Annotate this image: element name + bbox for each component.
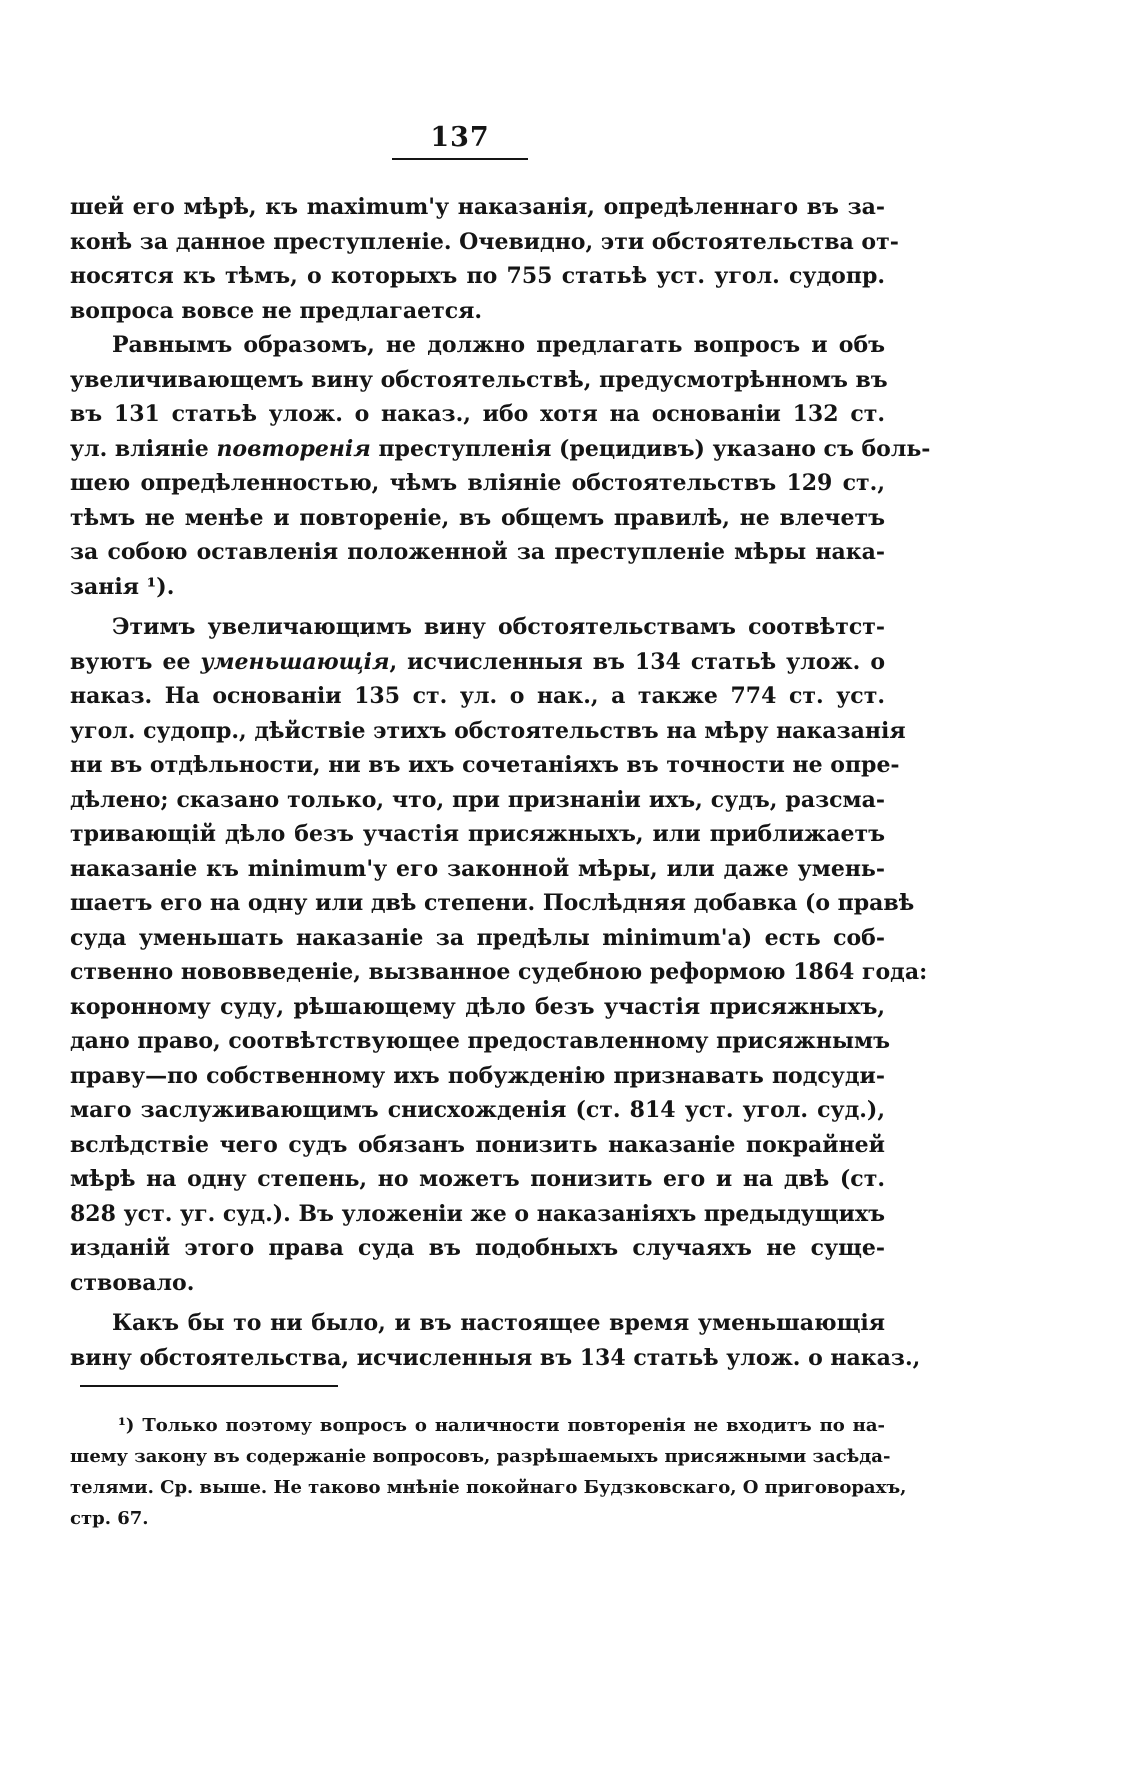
- text-line: ствовало.: [70, 1269, 195, 1296]
- text-line: угол. судопр., дѣйствіе этихъ обстоятельствъ на мѣру наказанія: [70, 717, 906, 744]
- text-line: ни въ отдѣльности, ни въ ихъ сочетаніяхъ въ точности не опре-: [70, 752, 900, 778]
- text-line: дѣлено; сказано только, что, при признаніи ихъ, судъ, разсма-: [70, 786, 885, 813]
- paragraph-1: [70, 190, 899, 328]
- text-line: маго заслуживающимъ снисхожденія (ст. 814 уст. угол. суд.),: [70, 1097, 885, 1123]
- text-line: вуютъ ее уменьшающія, исчисленныя въ 134 статьѣ улож. о: [70, 648, 885, 675]
- text-line: увеличивающемъ вину обстоятельствѣ, предусмотрѣнномъ въ: [70, 366, 888, 393]
- paragraph-3: [70, 610, 928, 1300]
- footnote-line: стр. 67.: [70, 1508, 149, 1529]
- text-line: наказ. На основаніи 135 ст. ул. о нак., а также 774 ст. уст.: [70, 683, 885, 709]
- text-line: конѣ за данное преступленіе. Очевидно, эти обстоятельства от-: [70, 228, 899, 255]
- text-line: тривающій дѣло безъ участія присяжныхъ, или приближаетъ: [70, 821, 885, 847]
- paragraph-4: [70, 1306, 921, 1375]
- footnote-line: шему закону въ содержаніе вопросовъ, разрѣшаемыхъ присяжными засѣда-: [70, 1446, 891, 1467]
- page-number-rule: [392, 158, 528, 160]
- text-line: за собою оставленія положенной за преступленіе мѣры нака-: [70, 539, 885, 565]
- text-line: Какъ бы то ни было, и въ настоящее время уменьшающія: [112, 1310, 885, 1336]
- footnote-rule: [80, 1385, 338, 1387]
- text-line: Равнымъ образомъ, не должно предлагать вопросъ и объ: [112, 332, 885, 358]
- text-line: мѣрѣ на одну степень, но можетъ понизить его и на двѣ (ст.: [70, 1166, 885, 1192]
- text-line: ул. вліяніе повторенія преступленія (рецидивъ) указано съ боль-: [70, 435, 931, 462]
- paragraph-2: [70, 328, 931, 604]
- text-line: шею опредѣленностью, чѣмъ вліяніе обстоятельствъ 129 ст.,: [70, 470, 885, 496]
- text-line: Этимъ увеличающимъ вину обстоятельствамъ соотвѣтст-: [112, 614, 885, 640]
- text-line: вслѣдствіе чего судъ обязанъ понизить наказаніе покрайней: [70, 1131, 885, 1158]
- text-line: 828 уст. уг. суд.). Въ уложеніи же о наказаніяхъ предыдущихъ: [70, 1200, 885, 1227]
- text-line: дано право, соотвѣтствующее предоставленному присяжнымъ: [70, 1028, 890, 1054]
- text-line: тѣмъ не менѣе и повтореніе, въ общемъ правилѣ, не влечетъ: [70, 504, 885, 531]
- footnote-line: ¹) Только поэтому вопросъ о наличности повторенія не входитъ по на-: [118, 1415, 885, 1436]
- text-line: занія ¹).: [70, 573, 175, 600]
- text-line: коронному суду, рѣшающему дѣло безъ участія присяжныхъ,: [70, 993, 885, 1020]
- footnote-line: телями. Ср. выше. Не таково мнѣніе покойнаго Будзковскаго, О приговорахъ,: [70, 1477, 907, 1498]
- text-line: вину обстоятельства, исчисленныя въ 134 статьѣ улож. о наказ.,: [70, 1344, 921, 1371]
- text-line: изданій этого права суда въ подобныхъ случаяхъ не суще-: [70, 1235, 885, 1261]
- text-line: суда уменьшать наказаніе за предѣлы minimum'а) есть соб-: [70, 924, 885, 951]
- text-line: ственно нововведеніе, вызванное судебною реформою 1864 года:: [70, 959, 928, 985]
- text-line: вопроса вовсе не предлагается.: [70, 297, 483, 324]
- text-line: въ 131 статьѣ улож. о наказ., ибо хотя на основаніи 132 ст.: [70, 401, 885, 427]
- main-text: [70, 190, 931, 1375]
- text-line: шаетъ его на одну или двѣ степени. Послѣдняя добавка (о правѣ: [70, 890, 915, 916]
- page-number: 137: [430, 122, 490, 153]
- text-line: носятся къ тѣмъ, о которыхъ по 755 статьѣ уст. угол. судопр.: [70, 263, 885, 289]
- text-line: наказаніе къ minimum'у его законной мѣры, или даже умень-: [70, 855, 885, 882]
- text-line: праву—по собственному ихъ побужденію признавать подсуди-: [70, 1062, 885, 1089]
- text-line: шей его мѣрѣ, къ maximum'у наказанія, опредѣленнаго въ за-: [70, 194, 885, 220]
- footnote: [70, 1410, 907, 1534]
